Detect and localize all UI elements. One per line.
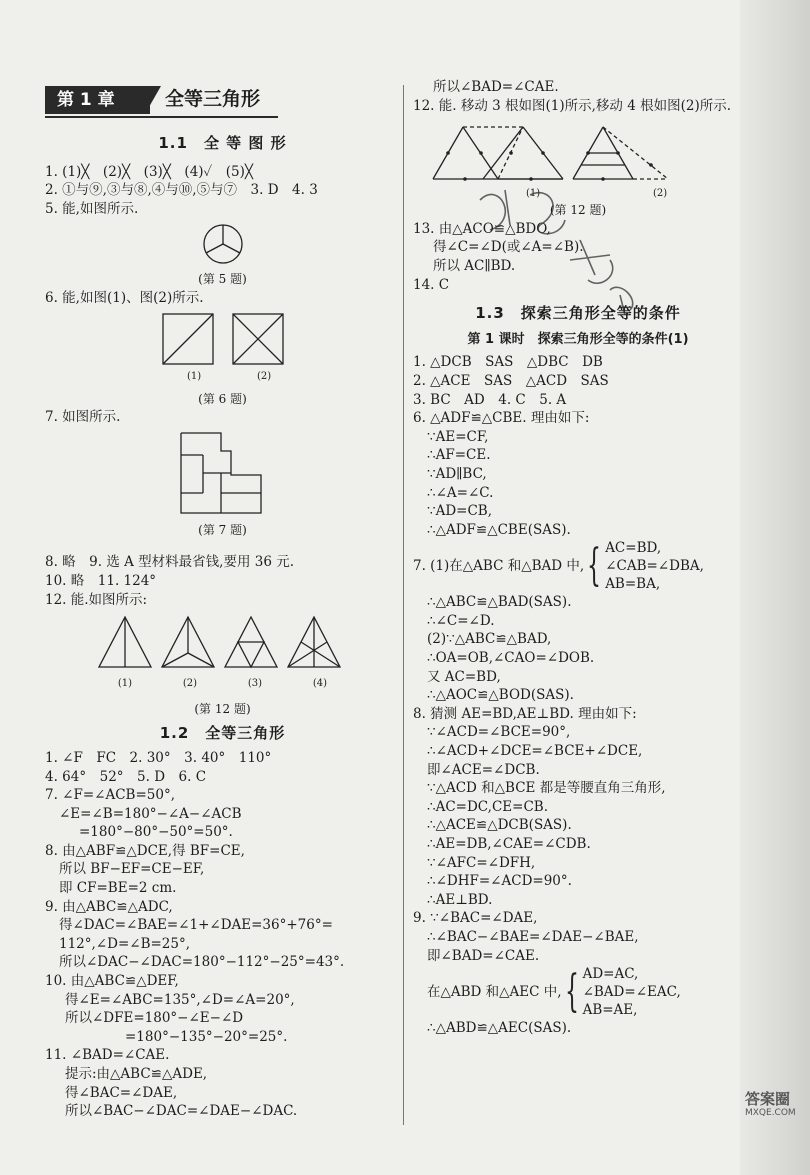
answer-line: 2. △ACE SAS △ACD SAS [413, 372, 609, 389]
answer-line: ∴AE⊥BD. [427, 891, 493, 908]
figure-12-caption: (第 12 题) [549, 203, 607, 218]
q7-condition-group [413, 539, 743, 593]
q7-conditions [605, 539, 704, 593]
condition-line: ∠CAB=∠DBA, [605, 558, 704, 575]
figure-7-shape [173, 431, 273, 517]
answer-line: 13. 由△ACO≌△BDO, [413, 220, 551, 237]
answer-line: ∵AD=CB, [427, 503, 493, 520]
left-column [45, 92, 400, 1121]
answer-line: 提示:由△ABC≌△ADE, [65, 1066, 208, 1082]
answer-line: ∴∠BAC−∠BAE=∠DAE−∠BAE, [427, 928, 639, 945]
answer-line: 所以∠BAD=∠CAE. [433, 79, 559, 95]
figure-12-label: (3) [247, 678, 263, 690]
answer-line: 所以 AC∥BD. [433, 257, 516, 274]
answer-line: ∴∠A=∠C. [427, 484, 494, 501]
answer-line: 10. 略 11. 124° [45, 572, 157, 589]
figure-12-label-1: (1) [526, 188, 541, 200]
figure-12-caption: (第 12 题) [194, 701, 251, 716]
answer-line: 即∠ACE=∠DCB. [427, 761, 540, 778]
answer-line: 得∠DAC=∠BAE=∠1+∠DAE=36°+76°= [59, 917, 333, 934]
q7-prefix: 7. (1)在△ABC 和△BAD 中, [413, 557, 585, 574]
answer-line: 1. (1)╳ (2)╳ (3)╳ (4)✓ (5)╳ [45, 163, 254, 180]
answer-line: ∵AE=CF, [427, 428, 489, 445]
watermark-url: MXQE.COM [745, 1108, 796, 1118]
figure-12-label: (1) [117, 678, 133, 690]
answer-line: 1. ∠F FC 2. 30° 3. 40° 110° [45, 749, 272, 766]
condition-line: ∠BAD=∠EAC, [582, 984, 681, 1001]
answer-line: ∴△ABC≌△BAD(SAS). [427, 594, 572, 611]
answer-line: 10. 由△ABC≌△DEF, [45, 973, 179, 990]
column-divider [403, 85, 404, 1125]
answer-line: ∴∠ACD+∠DCE=∠BCE+∠DCE, [427, 743, 643, 760]
answer-line: ∵△ACD 和△BCE 都是等腰直角三角形, [427, 780, 666, 797]
figure-5-caption: (第 5 题) [198, 272, 247, 287]
answer-line: 112°,∠D=∠B=25°, [59, 935, 191, 952]
condition-line: AC=BD, [605, 540, 662, 557]
answer-line: 6. 能,如图(1)、图(2)所示. [45, 289, 204, 306]
answer-line: ∴△ABD≌△AEC(SAS). [427, 1020, 572, 1037]
condition-line: AB=BA, [605, 576, 661, 593]
answer-line: 8. 略 9. 选 A 型材料最省钱,要用 36 元. [45, 554, 295, 571]
figure-12-label-2: (2) [653, 188, 668, 200]
answer-line: 12. 能.如图所示: [45, 591, 148, 608]
answer-line: 11. ∠BAD=∠CAE. [45, 1047, 170, 1064]
answer-line: =180°−135°−20°=25°. [125, 1028, 288, 1045]
section-1-3-title: 1.3 探索三角形全等的条件 [475, 304, 681, 323]
figure-6-label-2: (2) [257, 370, 272, 382]
chapter-title: 全等三角形 [165, 88, 261, 110]
answer-line: 得∠BAC=∠DAE, [65, 1084, 178, 1101]
answer-line: 所以∠BAC−∠DAC=∠DAE−∠DAC. [65, 1103, 298, 1120]
brace-icon: { [564, 966, 579, 1018]
handwriting-scribble [470, 180, 650, 320]
figure-5-circle [193, 222, 253, 266]
answer-line: 7. ∠F=∠ACB=50°, [45, 787, 176, 804]
answer-line: 12. 能. 移动 3 根如图(1)所示,移动 4 根如图(2)所示. [413, 97, 732, 114]
answer-line: 9. ∵∠BAC=∠DAE, [413, 910, 538, 927]
condition-line: AD=AC, [582, 966, 639, 983]
answer-line: =180°−80°−50°=50°. [79, 824, 233, 841]
page-spine-shadow [740, 0, 810, 1175]
answer-line: ∴∠DHF=∠ACD=90°. [427, 873, 572, 890]
figure-6-squares [133, 312, 313, 378]
answer-line: (2)∵△ABC≌△BAD, [427, 631, 552, 648]
answer-line: 所以∠DAC−∠DAC=180°−112°−25°=43°. [59, 954, 345, 971]
answer-line: 8. 由△ABF≌△DCE,得 BF=CE, [45, 842, 245, 859]
figure-12-label: (2) [182, 678, 198, 690]
condition-line: AB=AE, [582, 1002, 638, 1019]
answer-line: ∴△ACE≌△DCB(SAS). [427, 817, 572, 834]
answer-line: 14. C [413, 276, 450, 293]
watermark-text: 答案圈 [745, 1090, 791, 1108]
answer-line: 所以∠DFE=180°−∠E−∠D [65, 1010, 244, 1027]
answer-line: 3. BC AD 4. C 5. A [413, 391, 567, 408]
chapter-label: 第 1 章 [45, 86, 150, 114]
q9-prefix: 在△ABD 和△AEC 中, [427, 983, 562, 1000]
watermark-logo [745, 1090, 805, 1165]
section-1-2-title: 1.2 全等三角形 [159, 724, 286, 743]
answer-line: ∴∠C=∠D. [427, 612, 495, 629]
answer-line: 1. △DCB SAS △DBC DB [413, 354, 603, 371]
figure-12-label: (4) [312, 678, 328, 690]
answer-line: ∴AF=CE. [427, 447, 491, 464]
answer-line: 8. 猜测 AE=BD,AE⊥BD. 理由如下: [413, 705, 637, 722]
section-1-1-title: 1.1 全 等 图 形 [158, 134, 287, 152]
answer-line: 又 AC=BD, [427, 668, 501, 685]
answer-line: 所以 BF−EF=CE−EF, [59, 861, 205, 878]
q9-condition-group [413, 965, 743, 1019]
answer-line: 得∠E=∠ABC=135°,∠D=∠A=20°, [65, 991, 295, 1008]
answer-line: ∴△AOC≌△BOD(SAS). [427, 687, 574, 704]
figure-6-label-1: (1) [187, 370, 202, 382]
answer-line: 9. 由△ABC≌△ADC, [45, 898, 173, 915]
answer-line: ∴△ADF≌△CBE(SAS). [427, 521, 571, 538]
answer-line: 6. △ADF≌△CBE. 理由如下: [413, 410, 590, 427]
answer-line: 即∠BAD=∠CAE. [427, 947, 540, 964]
answer-line: 2. ①与⑨,③与⑧,④与⑩,⑤与⑦ 3. D 4. 3 [45, 182, 318, 199]
answer-line: ∵AD∥BC, [427, 465, 487, 482]
answer-line: 得∠C=∠D(或∠A=∠B). [433, 239, 584, 256]
answer-line: ∴OA=OB,∠CAO=∠DOB. [427, 650, 595, 667]
figure-7-caption: (第 7 题) [198, 522, 247, 537]
answer-line: 5. 能,如图所示. [45, 200, 139, 217]
answer-line: 即 CF=BE=2 cm. [59, 880, 177, 897]
figure-6-caption: (第 6 题) [198, 391, 247, 406]
answer-line: ∴AC=DC,CE=CB. [427, 798, 548, 815]
answer-line: 7. 如图所示. [45, 409, 121, 426]
answer-line: ∵∠ACD=∠BCE=90°, [427, 724, 571, 741]
answer-line: 4. 64° 52° 5. D 6. C [45, 768, 207, 785]
brace-icon: { [587, 540, 602, 592]
lesson-1-title: 第 1 课时 探索三角形全等的条件(1) [467, 331, 689, 347]
answer-line: ∠E=∠B=180°−∠A−∠ACB [59, 805, 242, 822]
figure-12-triangles [93, 613, 353, 675]
answer-line: ∴AE=DB,∠CAE=∠CDB. [427, 836, 591, 852]
answer-line: ∵∠AFC=∠DFH, [427, 854, 536, 871]
q9-conditions [583, 965, 681, 1019]
